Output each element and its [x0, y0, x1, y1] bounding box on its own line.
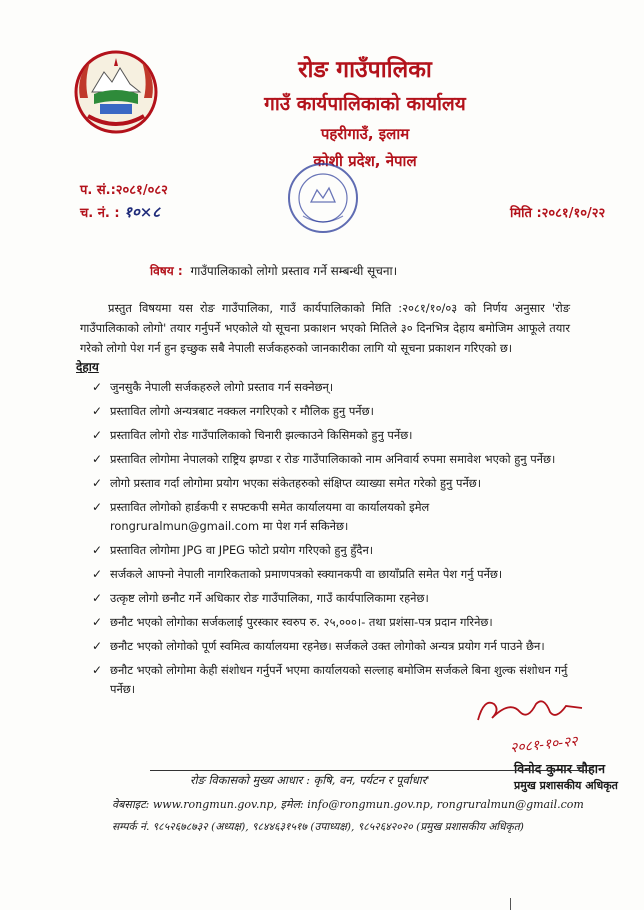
subject-label: विषय :	[150, 264, 183, 278]
signature-date: २०८१-१०-२२	[509, 733, 579, 757]
list-item: ✓ छनौट भएको लोगोको पूर्ण स्वमित्व कार्यालयमा रहनेछ। सर्जकले उक्त लोगोको अन्यत्र प्रयोग गर्न पाउने छैन।	[92, 637, 572, 656]
list-item: ✓ छनौट भएको लोगोका सर्जकलाई पुरस्कार स्वरुप रु. २५,०००।- तथा प्रशंसा-पत्र प्रदान गरिनेछ।	[92, 613, 572, 632]
footer-contact: सम्पर्क नं. ९८५२६७८७३२ (अध्यक्ष), ९८४४६३१५१७ (उपाध्यक्ष), ९८५२६४२०२० (प्रमुख प्रशासकीय अधिकृत)	[112, 821, 524, 833]
check-icon: ✓	[92, 452, 103, 466]
check-icon: ✓	[92, 615, 103, 629]
subject-line	[150, 262, 397, 279]
signatory-name: विनोद कुमार चौहान	[514, 761, 606, 776]
subject-text: गाउँपालिकाको लोगो प्रस्ताव गर्ने सम्बन्धी सूचना।	[190, 264, 398, 278]
list-item: ✓ लोगो प्रस्ताव गर्दा लोगोमा प्रयोग भएका संकेतहरुको संक्षिप्त व्याख्या समेत गरेको हुनु पर्नेछ।	[92, 474, 572, 493]
office-stamp-icon	[283, 158, 363, 238]
check-icon: ✓	[92, 476, 103, 490]
municipality-name: रोङ गाउँपालिका	[298, 57, 432, 83]
list-item: ✓ प्रस्तावित लोगोमा नेपालको राष्ट्रिय झण्डा र रोङ गाउँपालिकाको नाम अनिवार्य रुपमा समावेश भएको हुनु पर्नेछ।	[92, 450, 572, 469]
check-icon: ✓	[92, 639, 103, 653]
list-item: ✓ प्रस्तावित लोगोको हार्डकपी र सफ्टकपी समेत कार्यालयमा वा कार्यालयको इमेल rongruralmun@gmail.com मा पेश गर्न सकिनेछ।	[92, 500, 430, 533]
list-item: ✓ प्रस्तावित लोगो अन्यत्रबाट नक्कल नगरिएको र मौलिक हुनु पर्नेछ।	[92, 402, 572, 421]
office-name: गाउँ कार्यपालिकाको कार्यालय	[264, 93, 466, 115]
list-item: ✓ प्रस्तावित लोगो रोङ गाउँपालिकाको चिनारी झल्काउने किसिमको हुनु पर्नेछ।	[92, 426, 572, 445]
conditions-heading: देहाय	[76, 360, 99, 374]
footer-slogan: रोङ विकासको मुख्य आधार : कृषि, वन, पर्यटन र पूर्वाधार'	[190, 773, 430, 787]
list-item: ✓ छनौट भएको लोगोमा केही संशोधन गर्नुपर्ने भएमा कार्यालयको सल्लाह बमोजिम सर्जकले बिना शुल्क संशोधन गर्नु पर्नेछ।	[92, 663, 568, 696]
letter-date: मिति :२०८१/१०/२२	[510, 206, 606, 221]
check-icon: ✓	[92, 591, 103, 605]
signature-icon	[470, 690, 590, 730]
notice-paragraph: प्रस्तुत विषयमा यस रोङ गाउँपालिका, गाउँ कार्यपालिकाको मिति :२०८१/१०/०३ को निर्णय अनुसार 'रोङ गाउँपालिकाको लोगो' तयार गर्नुपर्ने भएकोले यो सूचना प्रकाशन भएको मितिले ३० दिनभित्र देहाय बमोजिम आफूले तयार गरेको लोगो पेश गर्न हुन इच्छुक सबै नेपाली सर्जकहरुको जानकारीका लागि यो सूचना प्रकाशन गरिएको छ।	[80, 301, 570, 355]
footer-website: वेबसाइट: www.rongmun.gov.np, इमेल: info@rongmun.gov.np, rongruralmun@gmail.com	[112, 798, 584, 811]
footer-divider	[150, 770, 590, 771]
signatory-title: प्रमुख प्रशासकीय अधिकृत	[514, 779, 618, 792]
reference-number: प. सं.:२०८१/०८२	[80, 183, 168, 198]
page-edge-mark	[510, 898, 511, 910]
province-name: कोशी प्रदेश, नेपाल	[313, 152, 417, 170]
check-icon: ✓	[92, 500, 103, 514]
dispatch-number: च. नं. : १०×८	[80, 203, 161, 221]
check-icon: ✓	[92, 663, 103, 677]
list-item: ✓ उत्कृष्ट लोगो छनौट गर्ने अधिकार रोङ गाउँपालिका, गाउँ कार्यपालिकामा रहनेछ।	[92, 589, 572, 608]
check-icon: ✓	[92, 543, 103, 557]
check-icon: ✓	[92, 404, 103, 418]
list-item: ✓ सर्जकले आफ्नो नेपाली नागरिकताको प्रमाणपत्रको स्क्यानकपी वा छायाँप्रति समेत पेश गर्नु पर्नेछ।	[92, 565, 572, 584]
check-icon: ✓	[92, 380, 103, 394]
list-item: ✓ जुनसुकै नेपाली सर्जकहरुले लोगो प्रस्ताव गर्न सक्नेछन्।	[92, 378, 572, 397]
check-icon: ✓	[92, 428, 103, 442]
nepal-emblem-icon	[70, 46, 162, 138]
conditions-list	[92, 378, 572, 704]
office-location: पहरीगाउँ, इलाम	[320, 125, 410, 143]
list-item: ✓ प्रस्तावित लोगोमा JPG वा JPEG फोटो प्रयोग गरिएको हुनु हुँदैन।	[92, 541, 572, 560]
check-icon: ✓	[92, 567, 103, 581]
